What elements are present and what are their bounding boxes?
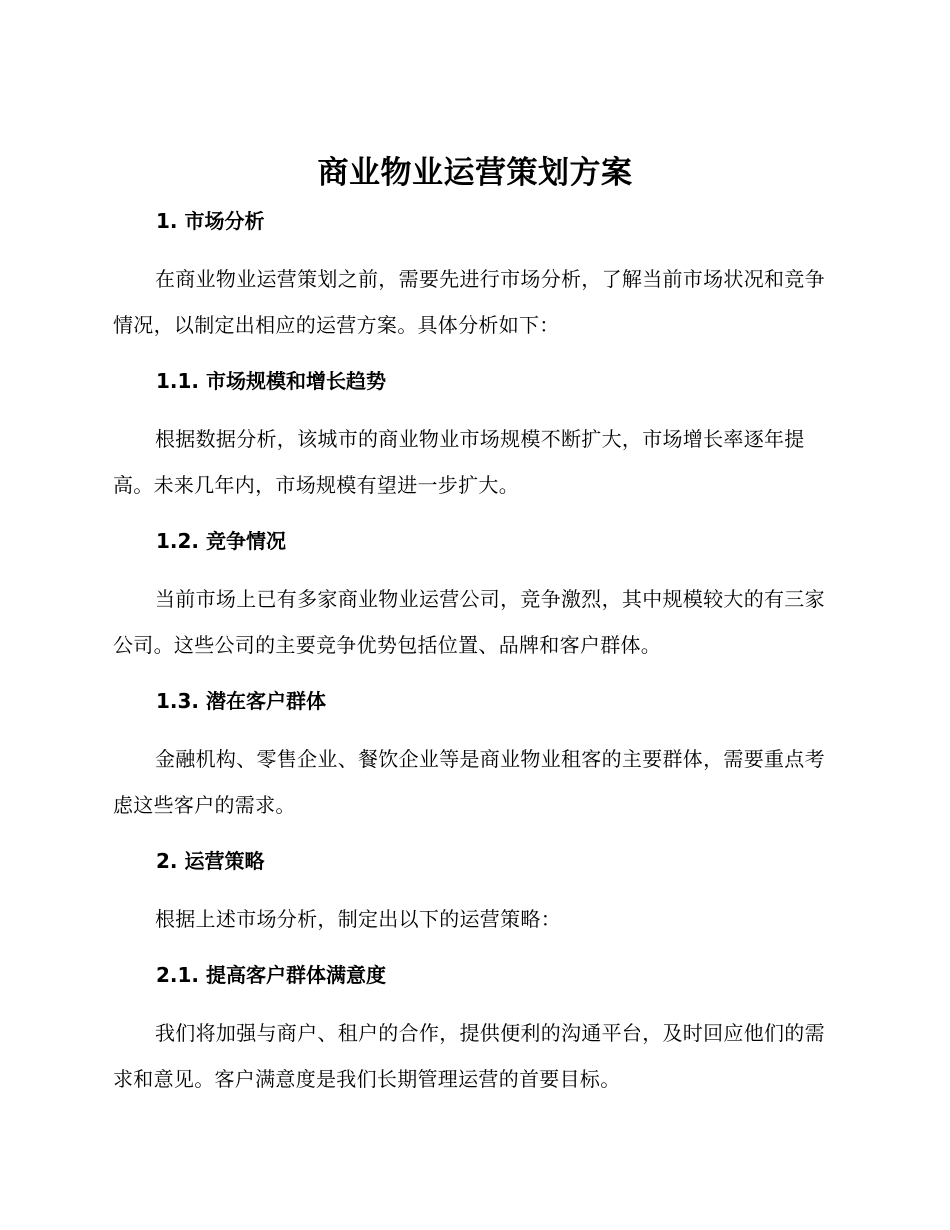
document-title: 商业物业运营策划方案 (317, 155, 633, 191)
section-body-market-analysis: 在商业物业运营策划之前，需要先进行市场分析，了解当前市场状况和竞争情况，以制定出相应的运营方案。具体分析如下： (113, 267, 825, 337)
section-heading-market-size: 1.1. 市场规模和增长趋势 (156, 369, 386, 393)
section-heading-market-analysis: 1. 市场分析 (156, 209, 265, 233)
section-heading-customer-satisfaction: 2.1. 提高客户群体满意度 (156, 963, 386, 987)
section-body-customer-satisfaction: 我们将加强与商户、租户的合作，提供便利的沟通平台，及时回应他们的需求和意见。客户满意度是我们长期管理运营的首要目标。 (113, 1021, 825, 1091)
section-heading-competition: 1.2. 竞争情况 (156, 529, 286, 553)
section-body-market-size: 根据数据分析，该城市的商业物业市场规模不断扩大，市场增长率逐年提高。未来几年内，市场规模有望进一步扩大。 (113, 427, 805, 497)
section-heading-potential-customers: 1.3. 潜在客户群体 (156, 689, 326, 713)
section-body-operation-strategy: 根据上述市场分析，制定出以下的运营策略： (155, 907, 561, 931)
section-body-potential-customers: 金融机构、零售企业、餐饮企业等是商业物业租客的主要群体，需要重点考虑这些客户的需求。 (113, 747, 825, 817)
section-body-competition: 当前市场上已有多家商业物业运营公司，竞争激烈，其中规模较大的有三家公司。这些公司的主要竞争优势包括位置、品牌和客户群体。 (113, 587, 825, 657)
section-heading-operation-strategy: 2. 运营策略 (156, 849, 265, 873)
